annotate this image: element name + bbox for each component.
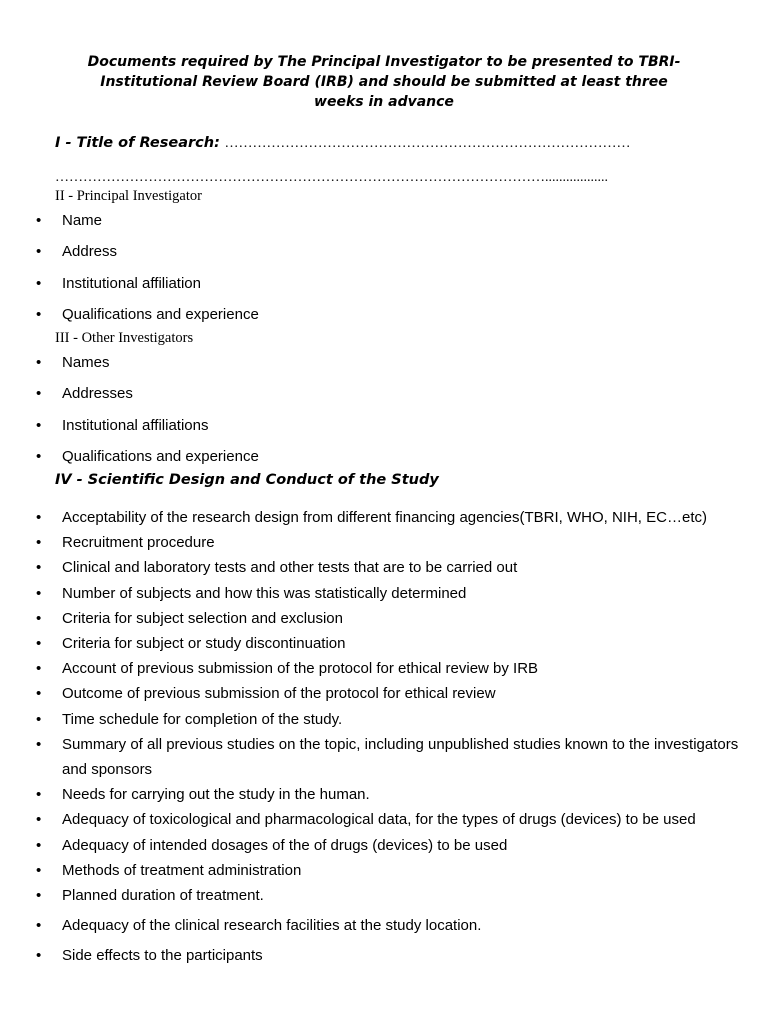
list-item-text: Account of previous submission of the protocol for ethical review by IRB [62, 660, 539, 678]
list-item [0, 505, 742, 530]
list-item [0, 241, 742, 272]
list-item [0, 352, 742, 383]
list-item [0, 581, 742, 606]
list-item-text: Time schedule for completion of the study. [62, 710, 343, 728]
list-item [0, 383, 742, 414]
list-item [0, 732, 742, 782]
bullet-icon: • [36, 917, 42, 935]
list-item-text: Needs for carrying out the study in the human. [62, 786, 370, 804]
bullet-icon: • [36, 685, 42, 703]
bullet-icon: • [36, 635, 42, 653]
list-item-text: Number of subjects and how this was statistically determined [62, 584, 467, 602]
bullet-icon: • [36, 354, 42, 371]
principal-investigator-list [0, 210, 742, 336]
list-item-text: Institutional affiliations [62, 416, 209, 434]
list-item [0, 782, 742, 807]
bullet-icon: • [36, 534, 42, 552]
research-title-field [55, 135, 630, 152]
list-item-text: Methods of treatment administration [62, 861, 302, 879]
list-item-text: Side effects to the participants [62, 947, 263, 965]
list-item-text: Name [62, 212, 103, 229]
bullet-icon: • [36, 710, 42, 728]
list-item-text: Qualifications and experience [62, 448, 259, 466]
list-item [0, 943, 742, 968]
list-item [0, 530, 742, 555]
list-item [0, 807, 742, 832]
bullet-icon: • [36, 584, 42, 602]
list-item-text: Addresses [62, 385, 133, 403]
list-item [0, 606, 742, 631]
bullet-icon: • [36, 609, 42, 627]
bullet-icon: • [36, 212, 42, 229]
bullet-icon: • [36, 416, 42, 434]
title-line: weeks in advance [314, 94, 454, 110]
bullet-icon: • [36, 887, 42, 905]
bullet-icon: • [36, 861, 42, 879]
research-title-blank: …………………………………………………………………………… [224, 136, 631, 151]
list-item-text: Criteria for subject selection and exclusion [62, 609, 343, 627]
list-item-text: Summary of all previous studies on the topic, including unpublished studies known to the investigators and sponsors [62, 735, 739, 779]
list-item [0, 858, 742, 883]
list-item [0, 273, 742, 304]
bullet-icon: • [36, 448, 42, 466]
list-item [0, 656, 742, 681]
bullet-icon: • [36, 385, 42, 403]
research-title-label: I - Title of Research: [55, 135, 220, 151]
list-item-text: Names [62, 354, 110, 371]
bullet-icon: • [36, 559, 42, 577]
bullet-icon: • [36, 243, 42, 261]
other-investigators-list [0, 352, 742, 478]
bullet-icon: • [36, 811, 42, 829]
list-item [0, 913, 742, 938]
title-line: Institutional Review Board (IRB) and should be submitted at least three [100, 74, 668, 90]
list-item [0, 631, 742, 656]
list-item-text: Address [62, 243, 118, 261]
title-line: Documents required by The Principal Investigator to be presented to TBRI- [87, 54, 681, 70]
document-title [40, 52, 728, 112]
list-item-text: Qualifications and experience [62, 306, 259, 324]
list-item-text: Acceptability of the research design from different financing agencies(TBRI, WHO, NIH, EC…etc) [62, 509, 707, 526]
list-item [0, 833, 742, 858]
list-item [0, 707, 742, 732]
bullet-icon: • [36, 735, 42, 753]
bullet-icon: • [36, 509, 42, 526]
list-item-text: Clinical and laboratory tests and other tests that are to be carried out [62, 559, 518, 577]
bullet-icon: • [36, 947, 42, 965]
section-heading-principal-investigator: II - Principal Investigator [55, 188, 202, 204]
list-item-text: Adequacy of the clinical research facilities at the study location. [62, 917, 482, 935]
section-heading-scientific-design: IV - Scientific Design and Conduct of the Study [55, 472, 439, 488]
list-item [0, 210, 742, 241]
bullet-icon: • [36, 836, 42, 854]
section-heading-other-investigators: III - Other Investigators [55, 330, 194, 346]
list-item-text: Outcome of previous submission of the protocol for ethical review [62, 685, 496, 703]
bullet-icon: • [36, 786, 42, 804]
bullet-icon: • [36, 306, 42, 324]
list-item-text: Adequacy of intended dosages of the of drugs (devices) to be used [62, 836, 508, 854]
list-item-text: Planned duration of treatment. [62, 887, 264, 905]
scientific-design-list [0, 505, 742, 969]
bullet-icon: • [36, 660, 42, 678]
bullet-icon: • [36, 274, 42, 292]
research-title-blank-line: …………………………………………………………………………………………….................. [55, 170, 608, 185]
list-item [0, 681, 742, 706]
list-item-text: Institutional affiliation [62, 274, 201, 292]
list-item [0, 415, 742, 446]
list-item [0, 883, 742, 908]
list-item [0, 555, 742, 580]
list-item-text: Recruitment procedure [62, 534, 215, 552]
list-item-text: Criteria for subject or study discontinuation [62, 635, 346, 653]
list-item-text: Adequacy of toxicological and pharmacological data, for the types of drugs (devices) to be used [62, 811, 696, 829]
